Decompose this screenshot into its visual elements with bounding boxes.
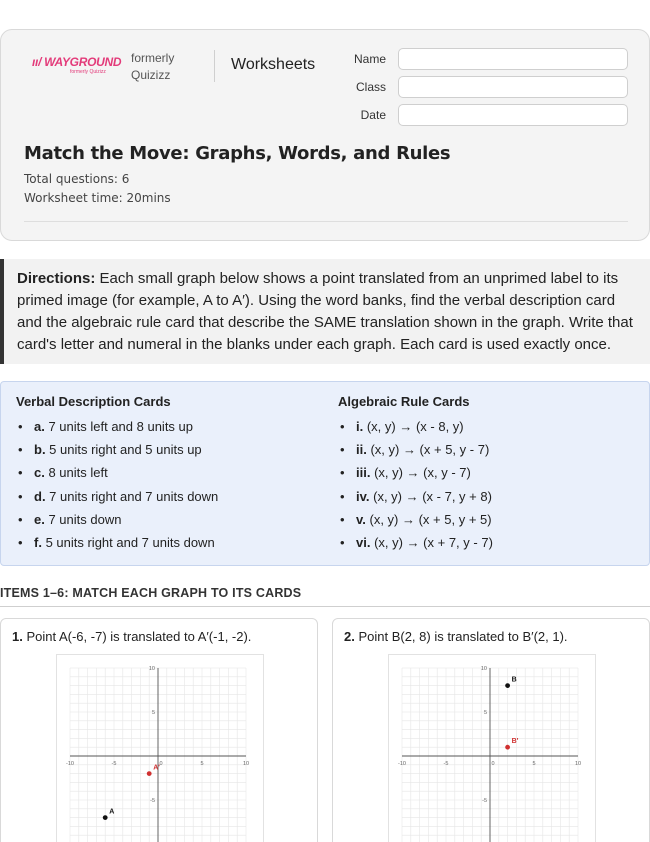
graph-svg xyxy=(389,655,595,842)
worksheet-time: Worksheet time: 20mins xyxy=(24,191,171,205)
x-tick-label: 10 xyxy=(574,761,582,767)
x-tick-label: 5 xyxy=(200,761,204,767)
rule-card: • v. (x, y) → (x + 5, y + 5) xyxy=(338,508,493,531)
class-label: Class xyxy=(355,80,386,94)
worksheet-header xyxy=(0,29,650,241)
coordinate-graph xyxy=(56,654,264,842)
rule-bank xyxy=(338,394,493,554)
item-card-1 xyxy=(0,618,318,842)
total-questions: Total questions: 6 xyxy=(24,172,130,186)
x-tick-label: -5 xyxy=(111,761,117,767)
items-section-title: ITEMS 1–6: MATCH EACH GRAPH TO ITS CARDS xyxy=(0,586,302,600)
point-label: A xyxy=(109,808,115,816)
name-label: Name xyxy=(353,52,386,66)
point-label: B xyxy=(511,676,517,684)
directions-lead: Directions: xyxy=(17,270,96,287)
name-field[interactable] xyxy=(398,48,628,70)
date-label: Date xyxy=(360,108,386,122)
point-marker xyxy=(505,683,510,688)
y-tick-label: 5 xyxy=(483,710,487,716)
word-banks xyxy=(0,381,650,566)
rule-card: • iii. (x, y) → (x, y - 7) xyxy=(338,461,493,484)
verbal-card: • f. 5 units right and 7 units down xyxy=(16,531,218,554)
logo-wordmark: ıı/ WAYGROUND xyxy=(32,55,122,69)
x-tick-label: 0 xyxy=(491,761,495,767)
formerly-note: formerly Quizizz xyxy=(131,51,175,82)
x-tick-label: -10 xyxy=(398,761,406,767)
brand-logo xyxy=(32,55,122,75)
verbal-card: • b. 5 units right and 5 units up xyxy=(16,438,218,461)
x-tick-label: 5 xyxy=(532,761,536,767)
point-label: A′ xyxy=(153,764,160,772)
y-tick-label: 10 xyxy=(148,666,155,672)
y-tick-label: 5 xyxy=(151,710,155,716)
item-question: 1. Point A(-6, -7) is translated to A′(-1, -2). xyxy=(12,629,252,644)
section-rule xyxy=(0,606,650,607)
y-tick-label: -5 xyxy=(482,798,487,804)
verbal-card: • d. 7 units right and 7 units down xyxy=(16,485,218,508)
item-question: 2. Point B(2, 8) is translated to B′(2, 1). xyxy=(344,629,568,644)
point-marker xyxy=(147,771,152,776)
item-card-2 xyxy=(332,618,650,842)
section-label: Worksheets xyxy=(231,56,316,73)
x-tick-label: 10 xyxy=(242,761,250,767)
point-marker xyxy=(103,815,108,820)
rule-bank-title: Algebraic Rule Cards xyxy=(338,394,470,409)
y-tick-label: 10 xyxy=(480,666,487,672)
verbal-card: • a. 7 units left and 8 units up xyxy=(16,415,218,438)
rule-card: • ii. (x, y) → (x + 5, y - 7) xyxy=(338,438,493,461)
graph-svg xyxy=(57,655,263,842)
directions-text: Each small graph below shows a point translated from an unprimed label to its primed image (for example, A to A′). Using the word banks, find the verbal description card and the algebraic rule card that describe the SAME translation shown in the graph. Write that card's letter and numeral in the blanks under each graph. Each card is used exactly once. xyxy=(17,270,633,353)
x-tick-label: -10 xyxy=(66,761,74,767)
y-tick-label: -5 xyxy=(150,798,155,804)
worksheet-title: Match the Move: Graphs, Words, and Rules xyxy=(24,143,451,164)
point-marker xyxy=(505,745,510,750)
verbal-bank-title: Verbal Description Cards xyxy=(16,394,171,409)
date-field[interactable] xyxy=(398,104,628,126)
x-tick-label: 0 xyxy=(159,761,163,767)
coordinate-graph xyxy=(388,654,596,842)
point-label: B′ xyxy=(511,738,519,746)
x-tick-label: -5 xyxy=(443,761,449,767)
rule-card: • vi. (x, y) → (x + 7, y - 7) xyxy=(338,531,493,554)
directions-block xyxy=(0,259,650,364)
logo-subtext: formerly Quizizz xyxy=(70,69,106,75)
rule-card: • iv. (x, y) → (x - 7, y + 8) xyxy=(338,485,493,508)
header-rule xyxy=(24,221,628,222)
class-field[interactable] xyxy=(398,76,628,98)
verbal-card: • e. 7 units down xyxy=(16,508,218,531)
verbal-bank xyxy=(16,394,218,554)
verbal-card: • c. 8 units left xyxy=(16,461,218,484)
header-divider xyxy=(214,50,215,82)
logo-mark-icon: ıı/ xyxy=(32,55,45,69)
rule-card: • i. (x, y) → (x - 8, y) xyxy=(338,415,493,438)
